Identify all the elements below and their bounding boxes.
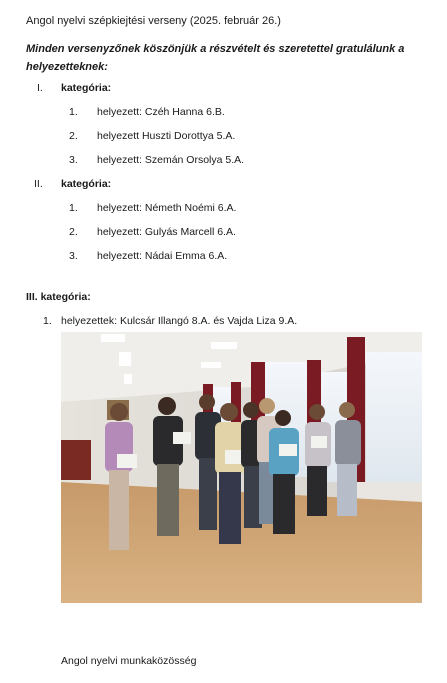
list-item: helyezett: Nádai Emma 6.A. [97,250,228,262]
list-item: helyezett: Németh Noémi 6.A. [97,202,237,214]
list-item-number: 1. [69,202,78,214]
list-item-number: 3. [69,154,78,166]
list-item: helyezett Huszti Dorottya 5.A. [97,130,236,142]
list-item: helyezett: Czéh Hanna 6.B. [97,106,225,118]
list-item-number: 2. [69,130,78,142]
list-item: helyezett: Szemán Orsolya 5.A. [97,154,245,166]
category-label: kategória: [61,178,112,190]
document-title: Angol nyelvi szépkiejtési verseny (2025. február 26.) [26,15,281,27]
list-item-number: 1. [69,106,78,118]
footer-signature: Angol nyelvi munkaközösség [61,655,197,667]
list-item-number: 1. [43,315,52,327]
list-item: helyezett: Gulyás Marcell 6.A. [97,226,236,238]
list-item-number: 2. [69,226,78,238]
category-label: kategória: [61,82,112,94]
intro-text: Minden versenyzőnek köszönjük a részvételt és szeretettel gratulálunk a helyezetteknek: [26,43,405,73]
list-item-number: 3. [69,250,78,262]
group-photo-image [61,332,422,603]
category-numeral: II. [34,178,43,190]
category-numeral: I. [37,82,43,94]
category-heading: III. kategória: [26,291,91,303]
list-item: helyezettek: Kulcsár Illangó 8.A. és Vajda Liza 9.A. [61,315,298,327]
group-photo [61,332,422,603]
